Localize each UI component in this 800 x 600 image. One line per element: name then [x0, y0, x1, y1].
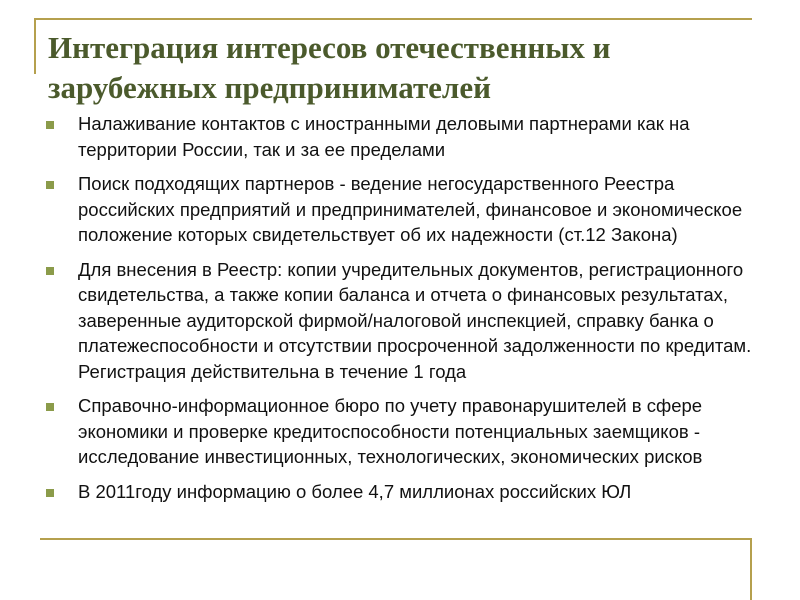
bullet-item [40, 393, 760, 470]
slide-title: Интеграция интересов отечественных и зарубежных предпринимателей [48, 30, 611, 105]
frame-bottom-line [40, 538, 752, 540]
bullet-item [40, 479, 760, 505]
bullet-item [40, 257, 760, 385]
square-bullet-icon [46, 121, 54, 129]
bullet-item [40, 171, 760, 248]
bullet-text: В 2011году информацию о более 4,7 миллионах российских ЮЛ [78, 480, 632, 502]
bullet-text: Поиск подходящих партнеров - ведение негосударственного Реестра российских предприятий и предпринимателей, финансовое и экономическое положение которых свидетельствует об их надежности (ст.12 Закона) [78, 173, 743, 245]
bullet-list [40, 111, 760, 513]
square-bullet-icon [46, 489, 54, 497]
frame-right-line [750, 538, 752, 600]
bullet-item [40, 111, 760, 162]
bullet-text: Налаживание контактов с иностранными деловыми партнерами как на территории России, так и за ее пределами [78, 113, 690, 160]
frame-left-line [34, 18, 36, 74]
square-bullet-icon [46, 403, 54, 411]
bullet-text: Справочно-информационное бюро по учету правонарушителей в сфере экономики и проверке кредитоспособности потенциальных заемщиков - исследование инвестиционных, технологических, экономических рисков [78, 395, 703, 467]
frame-top-line [34, 18, 752, 20]
square-bullet-icon [46, 267, 54, 275]
bullet-text: Для внесения в Реестр: копии учредительных документов, регистрационного свидетельства, а также копии баланса и отчета о финансовых результатах, заверенные аудиторской фирмой/налоговой инспекцией, справку банка о платежеспособности и отсутствии просроченной задолженности по кредитам. Регистрация действительна в течение 1 года [78, 258, 752, 382]
square-bullet-icon [46, 181, 54, 189]
